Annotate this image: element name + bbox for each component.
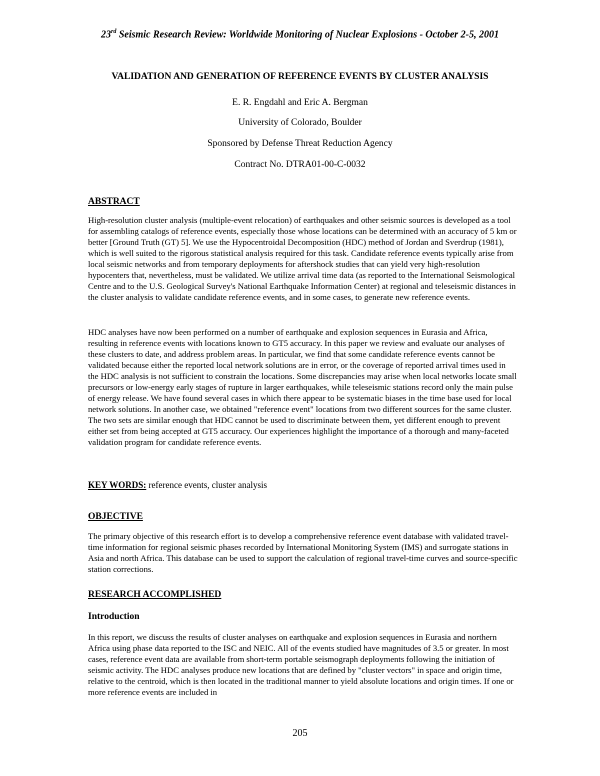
objective-heading: OBJECTIVE: [88, 512, 143, 522]
research-heading: RESEARCH ACCOMPLISHED: [88, 590, 222, 600]
objective-paragraph: The primary objective of this research effort is to develop a comprehensive reference event database with validated travel-time information for regional seismic phases recorded by International Monitoring System (IMS) and surrogate stations in Asia and north Africa. This database can be used to support the calculation of regional travel-time curves and source-specific station corrections.: [88, 531, 518, 574]
authors: E. R. Engdahl and Eric A. Bergman: [232, 98, 368, 108]
abstract-heading: ABSTRACT: [88, 197, 140, 207]
affiliation: University of Colorado, Boulder: [238, 118, 362, 128]
running-header: [0, 29, 600, 40]
contract-number: Contract No. DTRA01-00-C-0032: [234, 160, 366, 170]
keywords-label: KEY WORDS:: [88, 480, 147, 490]
abstract-paragraph-2: HDC analyses have now been performed on a number of earthquake and explosion sequences in Eurasia and Africa, resulting in reference events with locations known to GT5 accuracy. In this paper we review and evaluate our analyses of these clusters to date, and address problem areas. In particular, we find that some candidate reference events cannot be validated because either the reported local network solutions are in error, or the coverage of reported arrival times used in the HDC analysis is not sufficient to constrain the locations. Some discrepancies may arise when local networks locate small precursors or low-energy early stages of rupture in larger earthquakes, while teleseismic stations record only the main pulse of energy release. We have found several cases in which there appear to be systematic biases in the time base used for local network solutions. In another case, we obtained "reference event" locations from two different sources for the same cluster. The two sets are similar enough that HDC cannot be used to discriminate between them, yet different enough to prevent either set from being accepted at GT5 accuracy. Our experiences highlight the importance of a thorough and many-faceted validation program for candidate reference events.: [88, 327, 517, 447]
paper-title: VALIDATION AND GENERATION OF REFERENCE EVENTS BY CLUSTER ANALYSIS: [111, 72, 489, 82]
keywords: [88, 480, 267, 490]
header-ordinal-suffix: rd: [110, 29, 117, 35]
abstract-paragraph-1: High-resolution cluster analysis (multiple-event relocation) of earthquakes and other seismic sources is developed as a tool for assembling catalogs of reference events, especially those whose locations can be determined with an accuracy of 5 km or better [Ground Truth (GT) 5]. We use the Hypocentroidal Decomposition (HDC) method of Jordan and Sverdrup (1981), which is well suited to the rigorous statistical analysis required for this task. Candidate reference events typically arise from local seismic networks and from temporary deployments for aftershock studies that can yield very high-resolution hypocenters that, nevertheless, must be validated. We utilize arrival time data (as reported to the International Seismological Centre and to the U.S. Geological Survey's National Earthquake Information Center) at regional and teleseismic distances in the cluster analysis to validate candidate reference events, and in some cases, to generate new reference events.: [88, 215, 517, 302]
header-text: Seismic Research Review: Worldwide Monitoring of Nuclear Explosions - October 2-5, 2001: [116, 29, 500, 41]
page-number: 205: [292, 728, 308, 739]
introduction-subheading: Introduction: [88, 612, 140, 622]
introduction-paragraph: In this report, we discuss the results of cluster analyses on earthquake and explosion sequences in Eurasia and northern Africa using phase data reported to the ISC and NEIC. All of the events studied have magnitudes of 3.5 or greater. In most cases, reference event data are available from short-term portable seismograph deployments following the initiation of seismic activity. The HDC analyses produce new locations that are defined by "cluster vectors" in space and origin time, relative to the centroid, which is then located in the traditional manner to yield absolute locations and origin times. If one or more reference events are included in: [88, 632, 514, 697]
sponsor-line: Sponsored by Defense Threat Reduction Agency: [207, 139, 393, 149]
keywords-value: reference events, cluster analysis: [146, 480, 267, 490]
header-ordinal-number: 23: [100, 29, 111, 41]
